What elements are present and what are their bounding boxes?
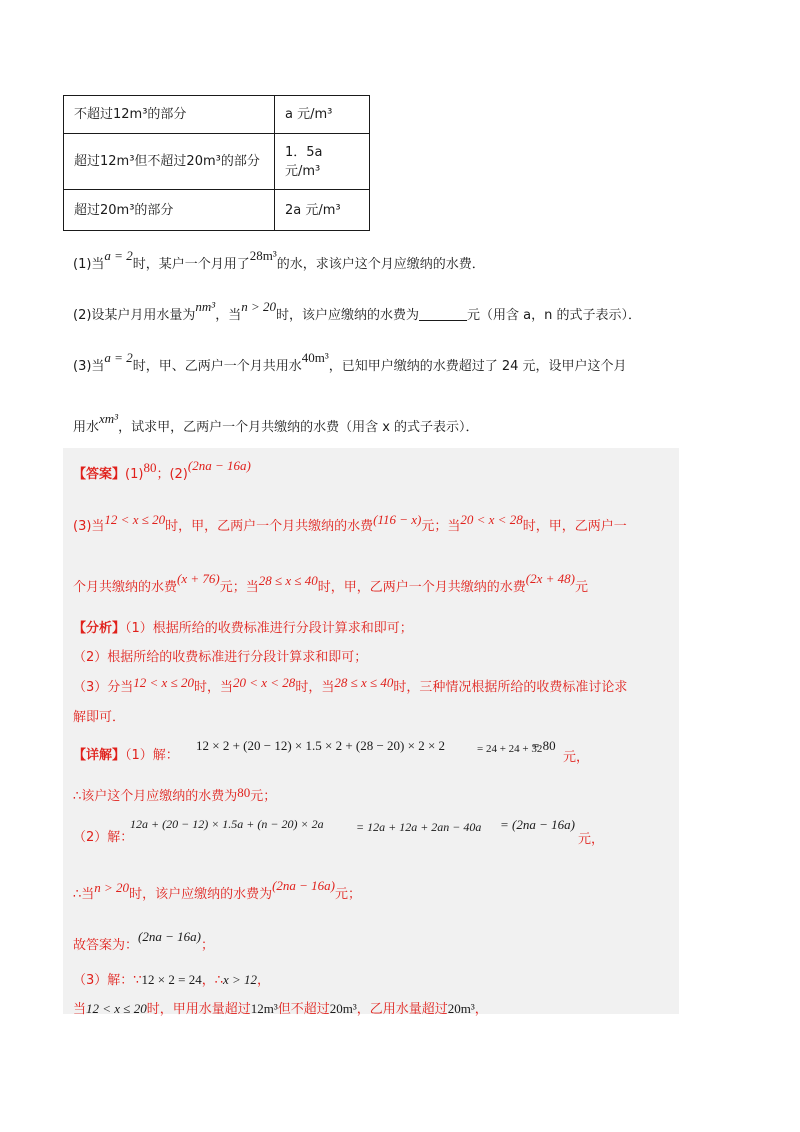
d6-e1: 12 × 2 = 24 (141, 972, 202, 987)
a3-l2a: 个月共缴纳的水费 (73, 580, 178, 595)
a3-c1: 12 < x ≤ 20 (104, 512, 166, 527)
q3-post: ，已知甲户缴纳的水费超过了 24 元，设甲户这个月 (328, 359, 627, 374)
detail-s1-res: = 80 (532, 738, 556, 753)
a3-t5: 时，甲，乙两户一个月共缴纳的水费 (317, 580, 526, 595)
table-row (64, 96, 370, 134)
a3-t3: 时，甲，乙两户一 (522, 519, 627, 534)
d2-pre: ∴该户这个月应缴纳的水费为 (73, 789, 238, 804)
an3-c1: 12 < x ≤ 20 (133, 675, 194, 690)
d5-pre: 故答案为： (73, 938, 139, 953)
d7-t3: ，乙用水量超过 (356, 1002, 448, 1017)
d5-e: (2na − 16a) (138, 929, 201, 944)
q3-line2-pre: 用水 (73, 420, 100, 435)
table-cell-range: 超过20m³的部分 (64, 190, 275, 231)
a3-c2: 20 < x < 28 (460, 512, 523, 527)
d6-e2: x > 12 (223, 972, 258, 987)
d4-t: 时，该户应缴纳的水费为 (129, 887, 273, 902)
q3-cond: a = 2 (104, 350, 133, 365)
q3-mid: 时，甲、乙两户一个月共用水 (132, 359, 302, 374)
detail-s1-eq: = 24 + 24 + 32 (477, 743, 543, 755)
d4-post: 元； (335, 887, 362, 902)
analysis-line2: （2）根据所给的收费标准进行分段计算求和即可； (73, 650, 368, 665)
q3-line2-post: ，试求甲，乙两户一个月共缴纳的水费（用含 x 的式子表示）． (118, 420, 479, 435)
detail-s1-unit: 元， (563, 750, 590, 765)
detail-label: 【详解】 (73, 748, 126, 763)
q2-amount: nm³ (195, 299, 216, 314)
analysis-l1: （1）根据所给的收费标准进行分段计算求和即可； (125, 621, 413, 636)
q2-mid: ，当 (215, 308, 242, 323)
detail-s3-res: = (2na − 16a) (500, 817, 575, 832)
q2-post2: 元（用含 a，n 的式子表示）． (467, 308, 642, 323)
table-cell-price: 2a 元/m³ (275, 190, 370, 231)
price-table (63, 95, 370, 231)
q1-cond: a = 2 (104, 248, 133, 263)
q1-pre: (1)当 (73, 257, 105, 272)
a3-t1: 时，甲，乙两户一个月共缴纳的水费 (165, 519, 374, 534)
q3-line2-amount: xm³ (99, 411, 119, 426)
q1-amount: 28m³ (249, 248, 277, 263)
a3-e1: (116 − x) (373, 512, 422, 527)
answer-v2: (2na − 16a) (187, 458, 251, 473)
d7-v1: 12m³ (250, 1001, 278, 1016)
detail-line7 (73, 998, 488, 1017)
question-3 (73, 350, 627, 374)
answer-sep: ；(2) (156, 467, 188, 482)
question-2 (73, 299, 641, 323)
d6-post: ， (257, 973, 271, 988)
q2-cond: n > 20 (241, 299, 277, 314)
d7-v2: 20m³ (329, 1001, 357, 1016)
q3-amount: 40m³ (301, 350, 329, 365)
an3-pre: （3）分当 (73, 680, 134, 695)
table-cell-range: 超过12m³但不超过20m³的部分 (64, 134, 275, 190)
a3-t4: 元；当 (219, 580, 259, 595)
detail-s1-expr: 12 × 2 + (20 − 12) × 1.5 × 2 + (28 − 20) × 2 × 2 (196, 738, 446, 753)
d4-c: n > 20 (94, 880, 130, 895)
table-row (64, 190, 370, 231)
answer-blank (419, 308, 467, 321)
a3-e3: (2x + 48) (525, 571, 575, 586)
detail-line3-label: （2）解： (73, 830, 134, 845)
answer-label: 【答案】 (73, 467, 126, 482)
a3-e2: (x + 76) (177, 571, 220, 586)
table-cell-range: 不超过12m³的部分 (64, 96, 275, 134)
d7-v3: 20m³ (447, 1001, 475, 1016)
analysis-line4: 解即可． (73, 710, 126, 725)
table-cell-price: a 元/m³ (275, 96, 370, 134)
an3-t3: 时，三种情况根据所给的收费标准讨论求 (393, 680, 628, 695)
an3-t2: 时，当 (295, 680, 335, 695)
detail-s3-expr: 12a + (20 − 12) × 1.5a + (n − 20) × 2a (130, 817, 324, 831)
a3-pre: (3)当 (73, 519, 105, 534)
analysis-line3 (73, 675, 627, 695)
d6-pre: （3）解：∵ (73, 973, 142, 988)
d2-post: 元； (250, 789, 277, 804)
answer-line (73, 458, 251, 482)
d7-t1: 时，甲用水量超过 (146, 1002, 251, 1017)
q1-post: 的水，求该户这个月应缴纳的水费． (276, 257, 485, 272)
d7-pre: 当 (73, 1002, 87, 1017)
d4-e: (2na − 16a) (272, 878, 336, 893)
detail-line1 (73, 744, 179, 763)
detail-s3-eq: = 12a + 12a + 2an − 40a (356, 820, 482, 834)
an3-c2: 20 < x < 28 (232, 675, 296, 690)
a3-t2: 元；当 (421, 519, 461, 534)
answer-part3-line1 (73, 512, 627, 534)
d1-pre: （1）解： (125, 748, 179, 763)
answer-v1: 80 (143, 460, 157, 475)
detail-line2 (73, 785, 276, 804)
table-row (64, 134, 370, 190)
q1-mid: 时，某户一个月用了 (132, 257, 250, 272)
analysis-label: 【分析】 (73, 621, 126, 636)
d6-t: ，∴ (201, 973, 223, 988)
d7-post: ， (474, 1002, 488, 1017)
question-3-line2 (73, 411, 479, 435)
d5-post: ； (200, 938, 214, 953)
d2-v: 80 (237, 785, 251, 800)
analysis-line1 (73, 617, 413, 636)
a3-c3: 28 ≤ x ≤ 40 (258, 573, 318, 588)
d7-c: 12 < x ≤ 20 (86, 1001, 147, 1016)
d4-pre: ∴当 (73, 887, 95, 902)
detail-line5 (73, 929, 214, 953)
question-1 (73, 248, 485, 272)
detail-line6 (73, 969, 270, 988)
answer-part1: (1) (125, 467, 144, 482)
an3-c3: 28 ≤ x ≤ 40 (334, 675, 394, 690)
detail-s3-unit: 元， (578, 832, 605, 847)
detail-line4 (73, 878, 361, 902)
answer-part3-line2 (73, 571, 588, 595)
a3-t6: 元 (575, 580, 589, 595)
table-cell-price: 1．5a 元/m³ (275, 134, 370, 190)
an3-t1: 时，当 (193, 680, 233, 695)
q3-pre: (3)当 (73, 359, 105, 374)
d7-t2: 但不超过 (277, 1002, 330, 1017)
q2-pre: (2)设某户月用水量为 (73, 308, 196, 323)
q2-post: 时，该户应缴纳的水费为 (276, 308, 420, 323)
